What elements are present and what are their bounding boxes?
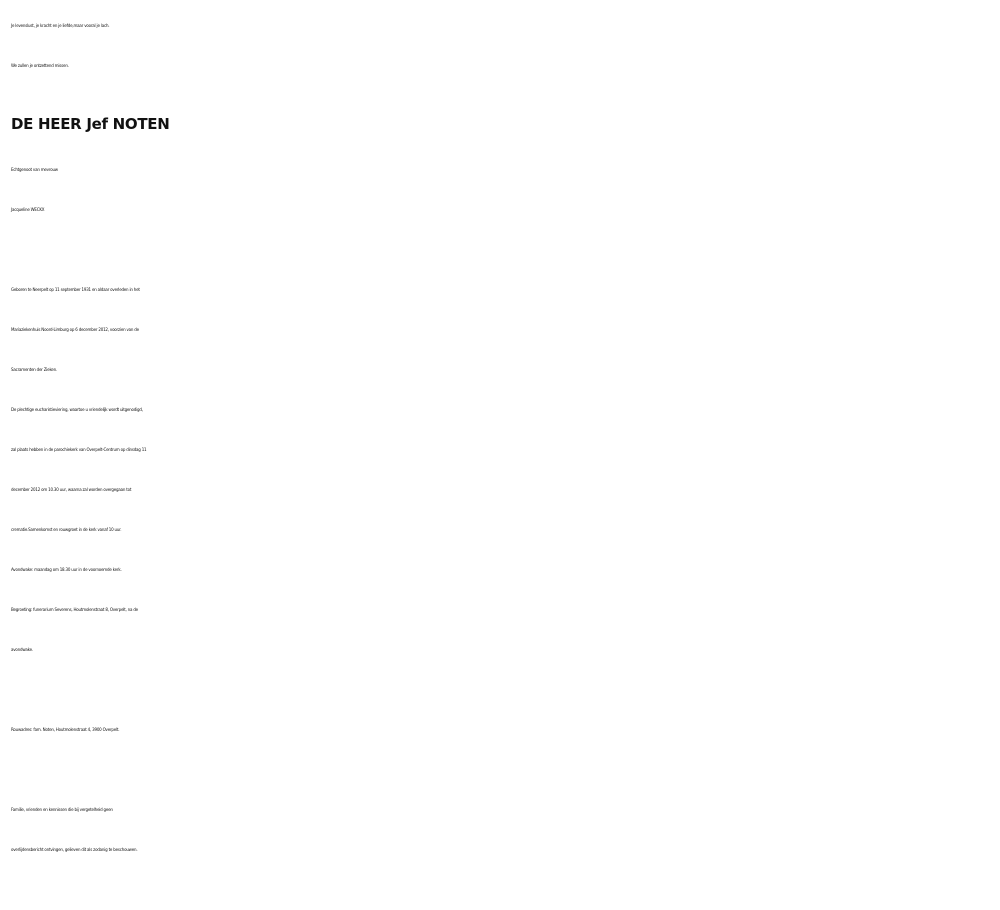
body-line: Sacramenten der Zieken.	[11, 367, 58, 372]
mourning-address: Rouwadres: fam. Noten, Houtmolenstraat 4, 3900 Overpelt.	[11, 727, 120, 732]
body-line: Begroeting: funerarium Severens, Houtmolenstraat 8, Overpelt, na de	[11, 607, 138, 612]
body-line: zal plaats hebben in de parochiekerk van Overpelt-Centrum op dinsdag 11	[11, 447, 147, 452]
deceased-name: DE HEER Jef NOTEN	[11, 115, 170, 133]
closing-line-1: Familie, vrienden en kennissen die bij vergetelheid geen	[11, 807, 113, 812]
spouse-line-2: Jacqueline WECKX	[11, 207, 45, 212]
motto-line-2: We zullen je ontzettend missen.	[11, 63, 69, 68]
spouse-line-1: Echtgenoot van mevrouw	[11, 167, 58, 172]
spacer	[11, 750, 996, 790]
body-line: Geboren te Neerpelt op 11 september 1931 en aldaar overleden in het	[11, 287, 140, 292]
spacer	[11, 670, 996, 710]
body-line: december 2012 om 10.30 uur, waarna zal worden overgegaan tot	[11, 487, 132, 492]
body-line: Mariaziekenhuis Noord-Limburg op 6 december 2012, voorzien van de	[11, 327, 139, 332]
obituary-notice	[11, 6, 996, 870]
body-line: crematie.Samenkomst en rouwgroet in de kerk vanaf 10 uur.	[11, 527, 122, 532]
body-line: De plechtige eucharistieviering, waartoe u vriendelijk wordt uitgenodigd,	[11, 407, 143, 412]
body-line: avondwake.	[11, 647, 33, 652]
spacer	[11, 230, 996, 270]
body-line: Avondwake: maandag om 18.30 uur in de voornoemde kerk.	[11, 567, 122, 572]
motto-line-1: Je levenslust, je kracht en je liefde,maar vooral je lach.	[11, 23, 110, 28]
closing-line-2: overlijdensbericht ontvingen, gelieven dit als zodanig te beschouwen.	[11, 847, 138, 852]
